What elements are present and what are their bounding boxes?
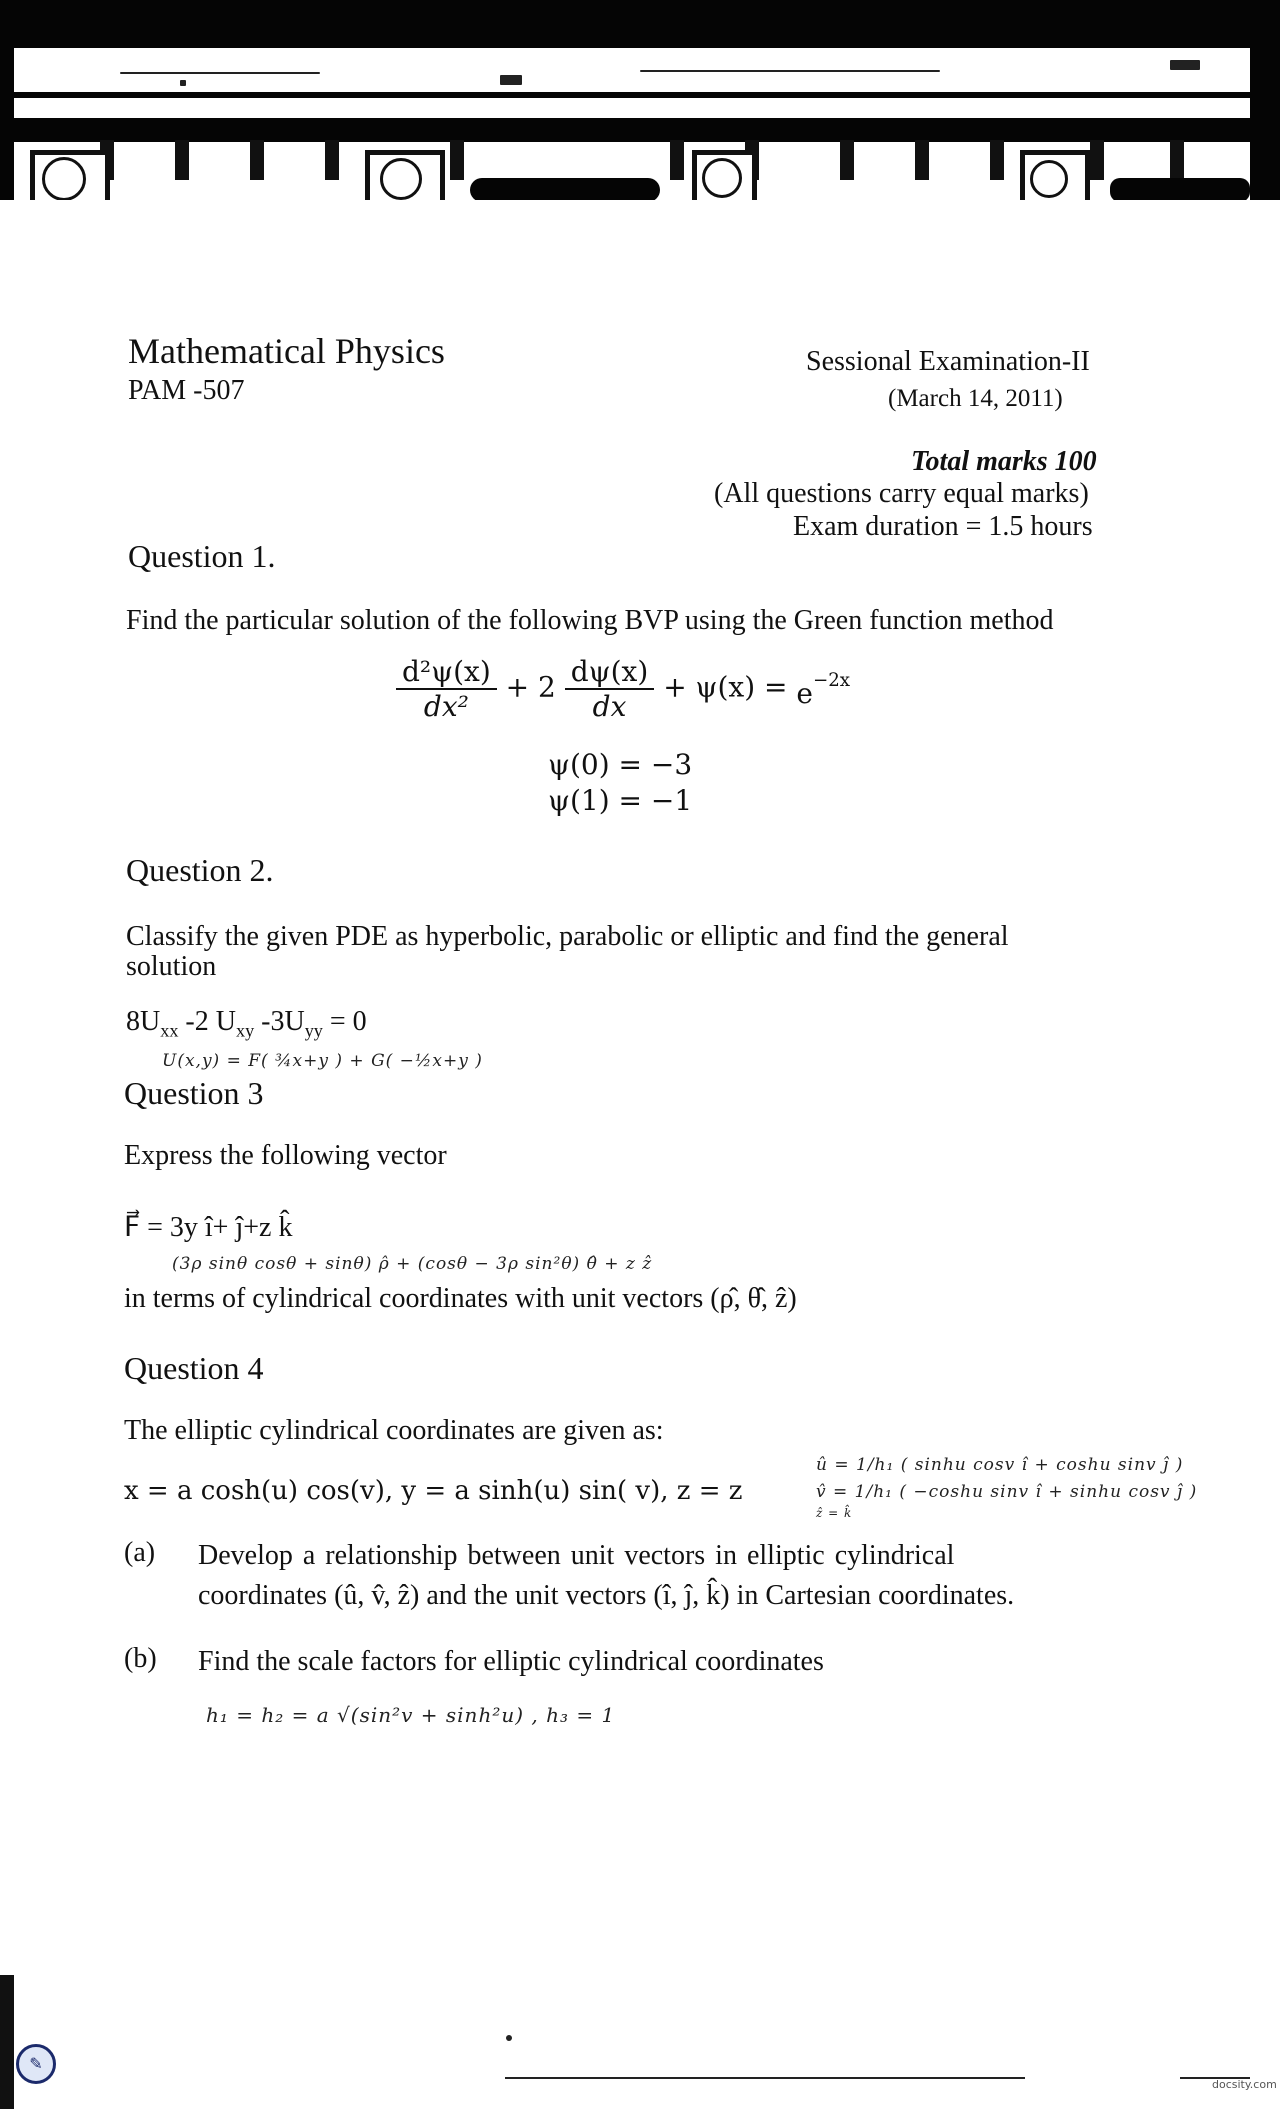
boundary-condition-1: ψ(0) = −3 (548, 748, 693, 781)
question-4-coordinates: x = a cosh(u) cos(v), y = a sinh(u) sin( v), z = z (124, 1476, 743, 1506)
question-1-text: Find the particular solution of the following BVP using the Green function method (126, 605, 1054, 636)
part-b-label: (b) (124, 1643, 157, 1674)
course-title: Mathematical Physics (128, 331, 445, 371)
footer-rule (505, 2077, 1025, 2079)
docsity-logo-icon: ✎ (16, 2044, 56, 2084)
question-3-text-2: in terms of cylindrical coordinates with unit vectors (ρ̂, θ̂, ẑ) (124, 1283, 797, 1314)
question-4-handwritten-u: û = 1/h₁ ( sinhu cosv î + coshu sinv ĵ ) (816, 1455, 1184, 1475)
question-3-handwritten-answer: (3ρ sinθ cosθ + sinθ) ρ̂ + (cosθ − 3ρ sin²θ) θ̂ + z ẑ (172, 1254, 653, 1274)
scan-dot (506, 2035, 512, 2041)
part-a-label: (a) (124, 1537, 156, 1568)
question-2-heading: Question 2. (126, 852, 274, 888)
part-b-handwritten-answer: h₁ = h₂ = a √(sin²v + sinh²u) , h₃ = 1 (206, 1703, 616, 1727)
docsity-watermark: docsity.com (1212, 2078, 1277, 2091)
question-4-text: The elliptic cylindrical coordinates are given as: (124, 1415, 664, 1446)
total-marks: Total marks 100 (911, 446, 1097, 477)
exam-duration: Exam duration = 1.5 hours (793, 511, 1093, 542)
part-a-text-line1: Develop a relationship between unit vectors in elliptic cylindrical (198, 1540, 955, 1571)
question-1-equation: $\frac{\text{d²ψ(x)}}{\text{dx²}}$ + 2 $\frac{d\psi(x)}{dx}$ + $\psi(x) = e^{-2x}$ (396, 655, 850, 723)
question-3-vector: F⃗ = 3y î+ ĵ+z k̂ (124, 1212, 293, 1243)
exam-date: (March 14, 2011) (888, 385, 1063, 412)
boundary-condition-2: ψ(1) = −1 (548, 784, 693, 817)
scanned-header-band (0, 0, 1280, 200)
first-derivative-fraction: $\frac{d\psi(x)}{dx}$ (565, 655, 655, 723)
question-1-heading: Question 1. (128, 538, 276, 574)
question-4-heading: Question 4 (124, 1350, 264, 1386)
exam-name: Sessional Examination-II (806, 346, 1090, 377)
question-2-text-line1: Classify the given PDE as hyperbolic, parabolic or elliptic and find the general (126, 921, 1009, 952)
question-4-handwritten-z: ẑ = k̂ (816, 1506, 853, 1520)
left-scan-bar (0, 1975, 14, 2109)
part-a-text-line2: coordinates (û, v̂, ẑ) and the unit vectors (î, ĵ, k̂) in Cartesian coordinates. (198, 1580, 1015, 1611)
second-derivative-fraction: $\frac{\text{d²ψ(x)}}{\text{dx²}}$ (396, 655, 497, 723)
question-3-text: Express the following vector (124, 1140, 447, 1171)
question-3-heading: Question 3 (124, 1075, 264, 1111)
question-2-pde: $8U_{xx}$ -2 $U_{xy}$ $-3U_{yy} = 0$ (126, 1006, 367, 1041)
course-code: PAM -507 (128, 375, 245, 406)
part-b-text: Find the scale factors for elliptic cylindrical coordinates (198, 1646, 824, 1677)
question-4-handwritten-v: v̂ = 1/h₁ ( −coshu sinv î + sinhu cosv ĵ ) (816, 1482, 1198, 1502)
marks-note: (All questions carry equal marks) (714, 478, 1089, 509)
question-2-handwritten-answer: U(x,y) = F( ¾x+y ) + G( −½x+y ) (162, 1051, 483, 1071)
question-2-text-line2: solution (126, 951, 217, 982)
